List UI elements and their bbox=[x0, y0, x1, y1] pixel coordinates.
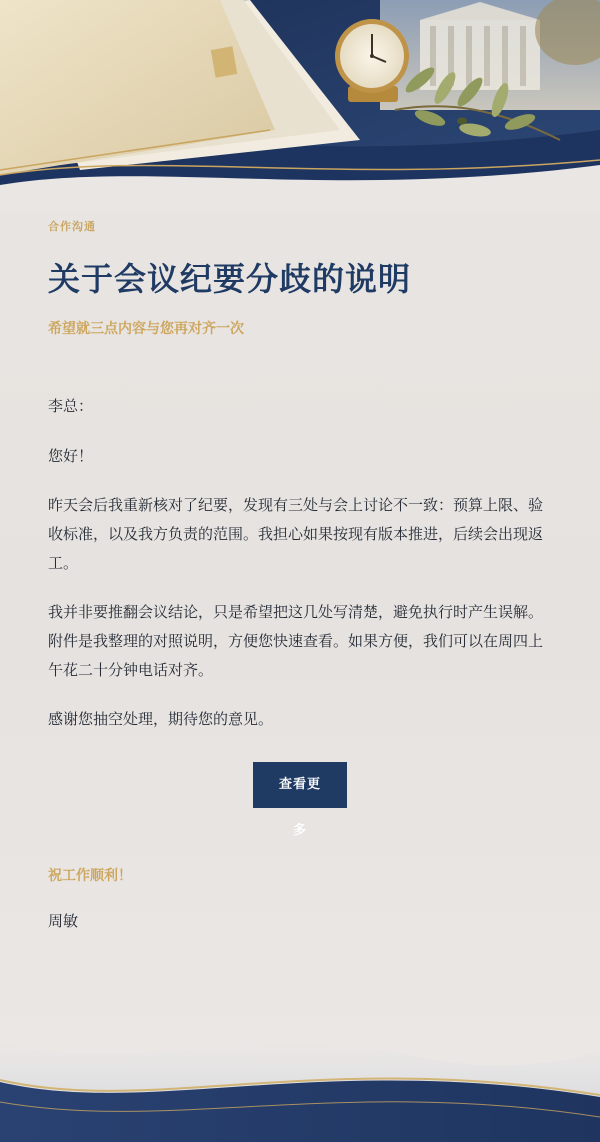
eyebrow-label: 合作沟通 bbox=[48, 220, 96, 233]
paragraph-1: 昨天会后我重新核对了纪要，发现有三处与会上讨论不一致：预算上限、验收标准，以及我方负责的范围。我担心如果按现有版本推进，后续会出现返工。 bbox=[48, 496, 544, 572]
signature: 周敏 bbox=[48, 912, 79, 930]
salutation: 李总： bbox=[48, 397, 94, 415]
paragraph-2: 我并非要推翻会议结论，只是希望把这几处写清楚，避免执行时产生误解。附件是我整理的对照说明，方便您快速查看。如果方便，我们可以在周四上午花二十分钟电话对齐。 bbox=[48, 603, 544, 679]
page-title: 关于会议纪要分歧的说明 bbox=[48, 260, 412, 298]
view-more-button[interactable]: 查看更多 bbox=[253, 762, 347, 808]
building-icon bbox=[420, 2, 540, 90]
header-illustration bbox=[0, 0, 600, 210]
greeting: 您好！ bbox=[48, 447, 94, 465]
paragraph-3: 感谢您抽空处理，期待您的意见。 bbox=[48, 710, 274, 728]
letter-body bbox=[48, 392, 552, 734]
closing-line: 祝工作顺利！ bbox=[48, 868, 132, 884]
page-subtitle: 希望就三点内容与您再对齐一次 bbox=[48, 321, 244, 337]
email-content bbox=[48, 218, 552, 932]
footer-decoration bbox=[0, 982, 600, 1142]
cta-container bbox=[48, 762, 552, 838]
